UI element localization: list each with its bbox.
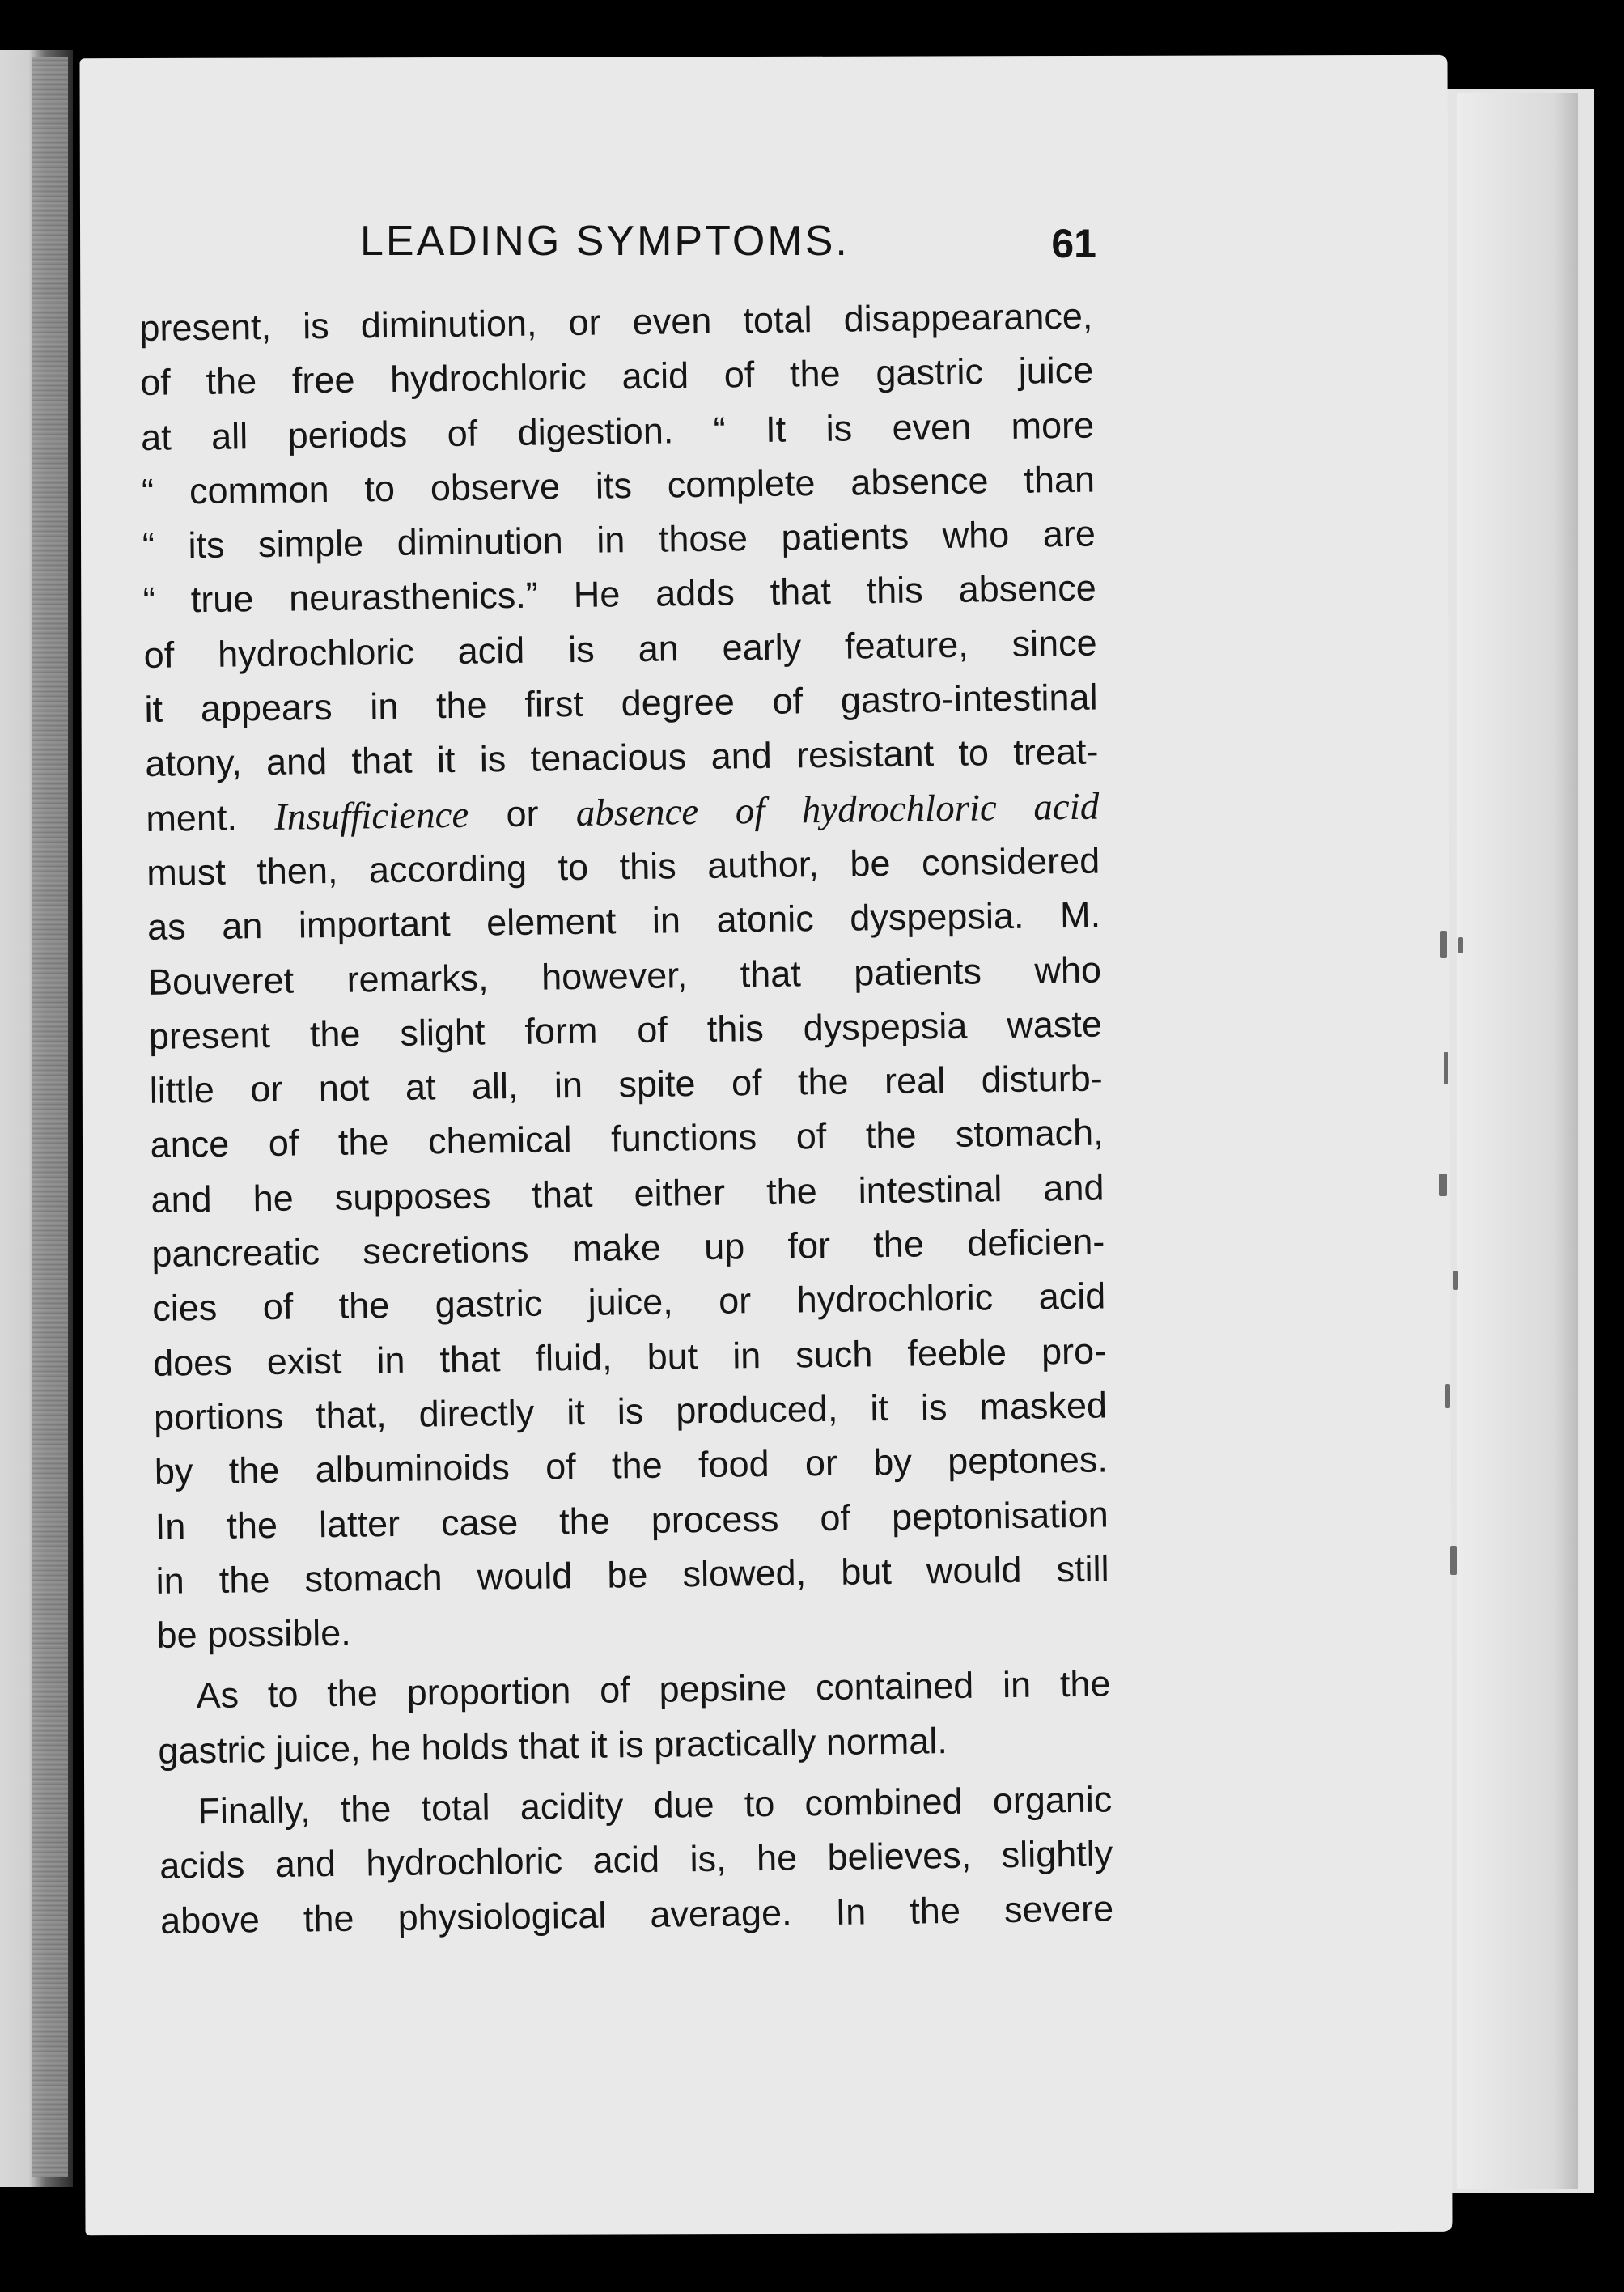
running-head: LEADING SYMPTOMS. [360,218,850,265]
smudge-mark [1458,937,1463,953]
text-line: of the free hydrochloric acid of the gastric juice [139,349,1094,404]
text-line: In the latter case the process of peptonisation [155,1492,1109,1547]
text-line: in the stomach would be slowed, but would still [155,1547,1109,1602]
text-line: portions that, directly it is produced, it is masked [153,1384,1108,1438]
text-line: “ its simple diminution in those patients who are [142,512,1096,567]
text-line: pancreatic secretions make up for the deficien- [151,1220,1105,1275]
text-line: as an important element in atonic dyspepsia. M. [146,893,1101,949]
text-line: cies of the gastric juice, or hydrochloric acid [151,1275,1106,1330]
smudge-mark [1453,1271,1458,1290]
paragraph-start-line: As to the proportion of pepsine contained in the [196,1662,1111,1717]
text-line: present the slight form of this dyspepsia waste [148,1003,1103,1057]
body-text [139,289,1114,1948]
text-line: atony, and that it is tenacious and resistant to treat- [145,730,1099,785]
text-line: acids and hydrochloric acid is, he believes, slightly [159,1832,1113,1887]
text-line: little or not at all, in spite of the real disturb- [149,1057,1104,1112]
smudge-mark [1450,1546,1457,1575]
text-line: by the albuminoids of the food or by peptones. [154,1438,1109,1493]
text-line: at all periods of digestion. “ It is even more [140,404,1095,458]
text-line: Bouveret remarks, however, that patients who [147,949,1102,1003]
text-line: above the physiological average. In the severe [159,1887,1114,1942]
left-page-stack [32,57,68,2177]
italic-term-absence: absence of hydrochloric acid [575,785,1100,834]
page-header [360,217,1096,290]
page-number: 61 [1051,221,1096,266]
text-line: it appears in the first degree of gastro-intestinal [144,676,1098,731]
text-run: or [468,792,577,835]
smudge-mark [1439,1174,1447,1196]
show-through-marks [1408,931,1481,1578]
text-line: “ common to observe its complete absence than [141,458,1096,512]
text-line: must then, according to this author, be considered [146,839,1100,893]
paragraph-start-line: Finally, the total acidity due to combined organic [197,1778,1113,1832]
text-line: and he supposes that either the intestinal and [151,1166,1105,1220]
text-line: “ true neurasthenics.” He adds that this absence [142,567,1097,622]
paragraph-end-line: be possible. [156,1611,352,1656]
smudge-mark [1440,931,1447,958]
text-line: ance of the chemical functions of the stomach, [150,1111,1104,1166]
text-line: present, is diminution, or even total disappearance, [139,295,1093,349]
text-line: does exist in that fluid, but in such feeble pro- [152,1330,1107,1384]
paragraph-end-line: gastric juice, he holds that it is practically normal. [158,1719,948,1772]
text-run: ment. [146,796,275,839]
smudge-mark [1444,1052,1448,1084]
text-line: of hydrochloric acid is an early feature, since [143,622,1097,676]
smudge-mark [1445,1384,1450,1408]
italic-term-insufficience: Insufficience [273,793,469,838]
